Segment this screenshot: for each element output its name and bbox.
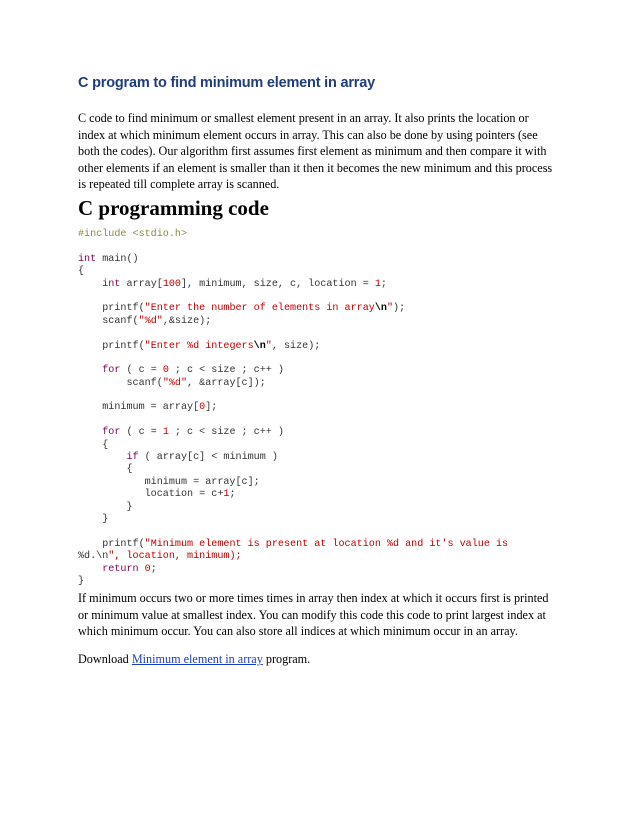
code-line bbox=[78, 241, 508, 253]
code-line: { bbox=[78, 439, 109, 451]
code-block bbox=[78, 229, 508, 588]
code-line: if ( array[c] < minimum ) bbox=[126, 452, 278, 464]
download-prefix: Download bbox=[78, 652, 132, 666]
download-line bbox=[78, 652, 310, 667]
code-line: scanf("%d", &array[c]); bbox=[78, 377, 266, 389]
code-line: { bbox=[78, 464, 133, 476]
code-line: for ( c = 1 ; c < size ; c++ ) bbox=[102, 427, 284, 439]
download-link[interactable]: Minimum element in array bbox=[131, 652, 263, 666]
code-line: } bbox=[78, 513, 109, 525]
code-line: printf("Minimum element is present at location %d and it's value is bbox=[78, 538, 509, 550]
section-heading: C programming code bbox=[78, 196, 269, 220]
intro-line: C code to find minimum or smallest element present in an array. It also prints the location or bbox=[78, 111, 529, 125]
code-line: minimum = array[0]; bbox=[78, 402, 218, 414]
code-line: scanf("%d",&size); bbox=[78, 315, 212, 327]
intro-paragraph bbox=[78, 110, 568, 193]
code-line bbox=[78, 328, 508, 340]
code-line bbox=[78, 291, 508, 303]
code-line: int main() bbox=[78, 253, 139, 265]
intro-line: other elements if an element is smaller than it then it becomes the new minimum and this process bbox=[78, 160, 553, 175]
code-line bbox=[78, 526, 508, 538]
code-line: } bbox=[78, 501, 133, 513]
code-line: printf("Enter the number of elements in array\n"); bbox=[78, 303, 406, 315]
code-line bbox=[78, 353, 508, 365]
outro-line: or minimum value at smallest index. You can modify this code this code to print largest index at bbox=[78, 607, 546, 622]
outro-paragraph bbox=[78, 590, 568, 640]
code-line: { bbox=[78, 266, 85, 278]
code-line: #include <stdio.h> bbox=[78, 229, 188, 240]
intro-line: both the codes). Our algorithm first assumes first element as minimum and then compare it with bbox=[78, 144, 547, 159]
intro-line: is repeated till complete array is scanned. bbox=[78, 177, 280, 192]
outro-line: If minimum occurs two or more times times in array then index at which it occurs first is printed bbox=[78, 591, 549, 605]
code-line: int array[100], minimum, size, c, location = 1; bbox=[102, 278, 387, 290]
code-line: return 0; bbox=[102, 563, 157, 575]
outro-line: which minimum occur. You can also store all indices at which minimum occur in an array. bbox=[78, 624, 518, 639]
code-line bbox=[78, 415, 508, 427]
code-line: location = c+1; bbox=[78, 489, 236, 501]
code-line: for ( c = 0 ; c < size ; c++ ) bbox=[102, 365, 284, 377]
code-line: %d.\n", location, minimum); bbox=[78, 551, 242, 563]
code-line: minimum = array[c]; bbox=[78, 476, 260, 488]
code-line bbox=[78, 390, 508, 402]
code-line: } bbox=[78, 575, 85, 587]
page-title: C program to find minimum element in array bbox=[78, 75, 375, 91]
intro-line: index at which minimum element occurs in array. This can also be done by using pointers (see bbox=[78, 127, 538, 142]
code-line: printf("Enter %d integers\n", size); bbox=[78, 340, 321, 352]
download-suffix: program. bbox=[262, 652, 311, 666]
